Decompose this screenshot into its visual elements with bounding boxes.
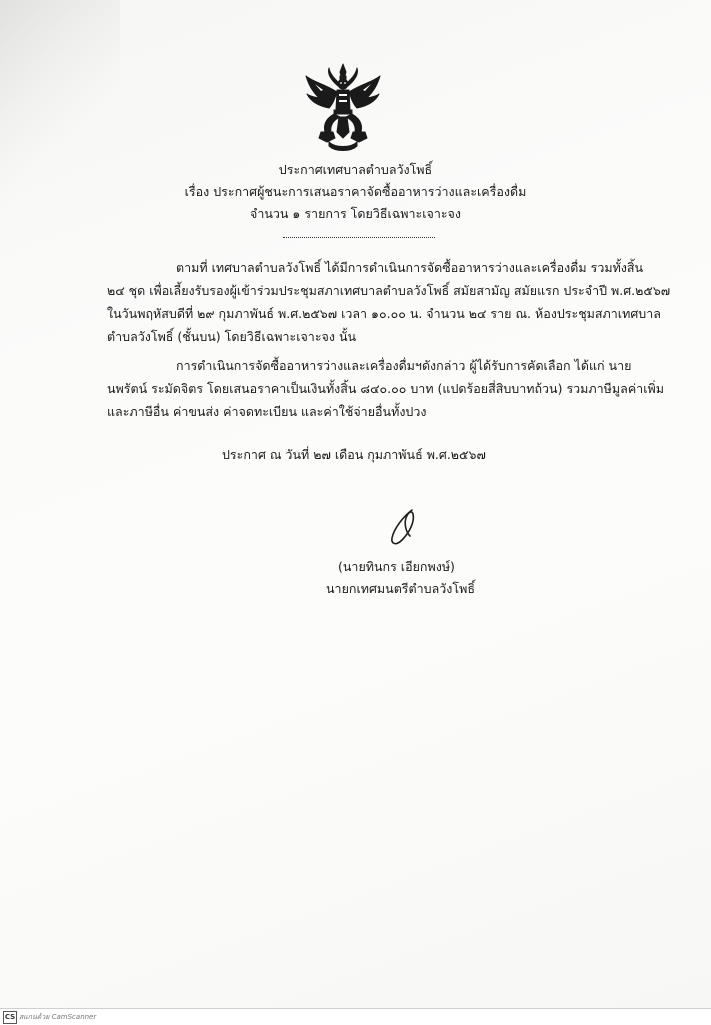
garuda-emblem-icon [303, 62, 383, 152]
paragraph-1-line-3: ในวันพฤหัสบดีที่ ๒๙ กุมภาพันธ์ พ.ศ.๒๕๖๗ เวลา ๑๐.๐๐ น. จำนวน ๒๔ ราย ณ. ห้องประชุมสภาเทศบาล [107, 306, 661, 321]
document-quantity: จำนวน ๑ รายการ โดยวิธีเฉพาะเจาะจง [250, 206, 461, 221]
paragraph-1-line-2: ๒๔ ชุด เพื่อเลี้ยงรับรองผู้เข้าร่วมประชุมสภาเทศบาลตำบลวังโพธิ์ สมัยสามัญ สมัยแรก ประจำปี พ.ศ.๒๕๖๗ [107, 283, 671, 298]
paragraph-2-line-1: การดำเนินการจัดซื้ออาหารว่างและเครื่องดื่มฯดังกล่าว ผู้ได้รับการคัดเลือก ได้แก่ นาย [176, 358, 632, 373]
camscanner-logo-icon: CS [3, 1011, 17, 1024]
paragraph-2-line-2: นพรัตน์ ระมัดจิตร โดยเสนอราคาเป็นเงินทั้งสิ้น ๘๔๐.๐๐ บาท (แปดร้อยสี่สิบบาทถ้วน) รวมภาษีมูลค่าเพิ่ม [107, 381, 664, 396]
signature [382, 506, 432, 550]
paragraph-1-line-1: ตามที่ เทศบาลตำบลวังโพธิ์ ได้มีการดำเนินการจัดซื้ออาหารว่างและเครื่องดื่ม รวมทั้งสิ้น [176, 260, 644, 275]
document-title: ประกาศเทศบาลตำบลวังโพธิ์ [278, 162, 433, 177]
signatory-name: (นายทินกร เอียกพงษ์) [338, 559, 455, 574]
signatory-position: นายกเทศมนตรีตำบลวังโพธิ์ [326, 581, 475, 596]
scanner-watermark-text: สแกนด้วย CamScanner [19, 1013, 97, 1021]
announcement-date: ประกาศ ณ วันที่ ๒๗ เดือน กุมภาพันธ์ พ.ศ.๒๕๖๗ [222, 447, 486, 462]
scanner-footer [0, 1008, 711, 1025]
paragraph-1-line-4: ตำบลวังโพธิ์ (ชั้นบน) โดยวิธีเฉพาะเจาะจง นั้น [107, 329, 357, 344]
document-subject: เรื่อง ประกาศผู้ชนะการเสนอราคาจัดซื้ออาหารว่างและเครื่องดื่ม [184, 184, 527, 199]
paragraph-2-line-3: และภาษีอื่น ค่าขนส่ง ค่าจดทะเบียน และค่าใช้จ่ายอื่นทั้งปวง [107, 404, 427, 419]
dotted-divider [283, 237, 435, 238]
